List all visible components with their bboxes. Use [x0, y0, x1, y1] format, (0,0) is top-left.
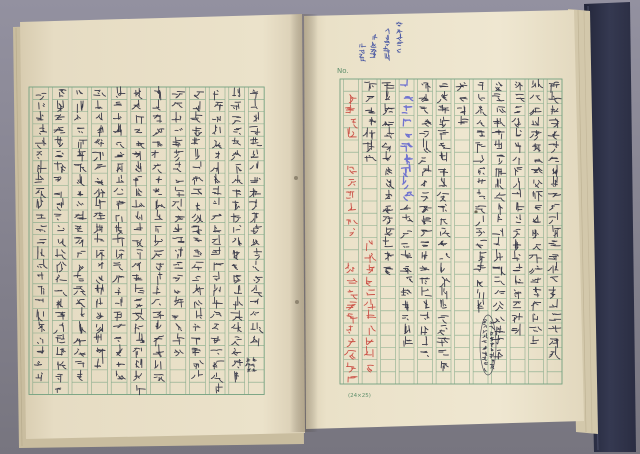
- page-number-label: No.: [337, 67, 349, 75]
- grid-size-label: (24×25): [348, 393, 371, 399]
- left-page: [20, 14, 305, 439]
- binding-hole: [295, 300, 299, 304]
- binding-hole: [294, 176, 298, 180]
- spine-shadow: [290, 14, 318, 432]
